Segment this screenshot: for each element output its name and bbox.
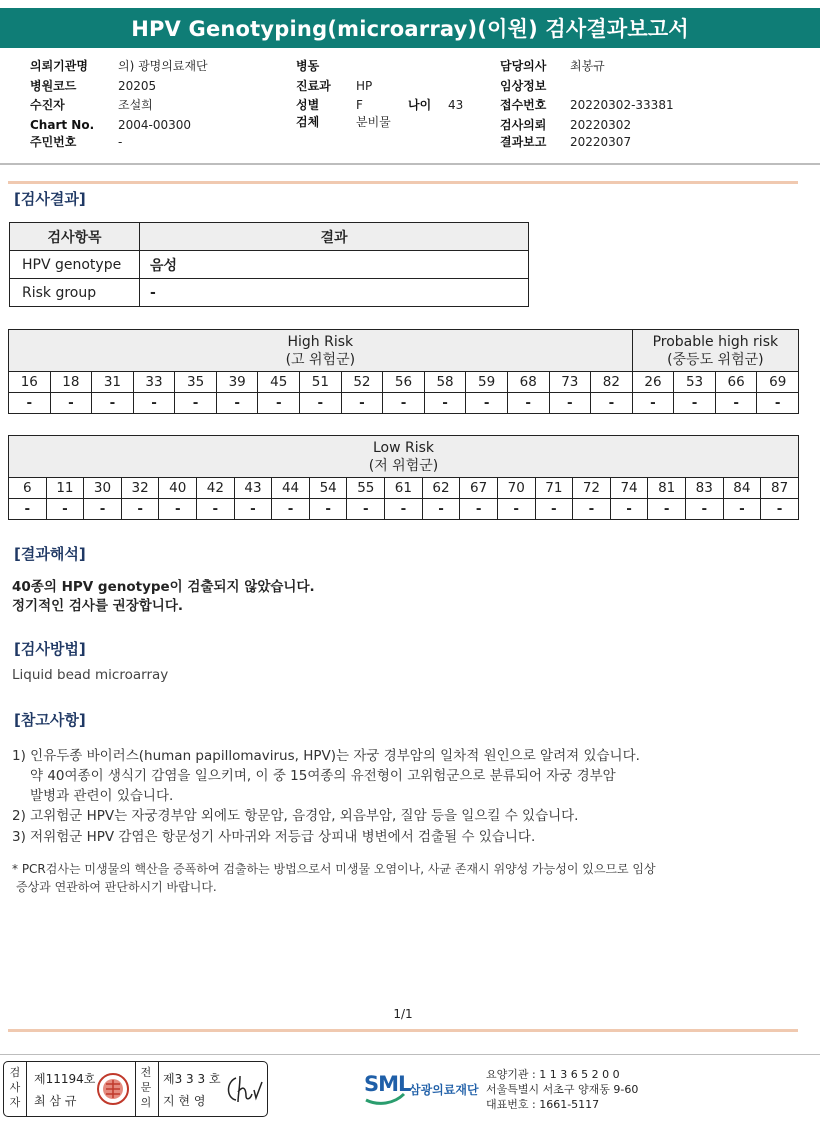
genotype-result-cell: - [216, 393, 258, 414]
signature-icon [222, 1072, 264, 1106]
report-title: HPV Genotyping(microarray)(이원) 검사결과보고서 [0, 8, 820, 48]
specialist-label: 전문의 [140, 1066, 152, 1109]
genotype-cell: 51 [300, 372, 342, 393]
ward-label: 병동 [296, 59, 320, 73]
note-1b: 약 40여종이 생식기 감염을 일으키며, 이 중 15여종의 유전형이 고위험군으로 분류되어 자궁 경부암 [30, 768, 616, 784]
pcr-note-2: 증상과 연관하여 판단하시기 바랍니다. [16, 880, 217, 894]
genotype-result-cell: - [422, 499, 460, 520]
genotype-result-cell: - [715, 393, 757, 414]
genotype-result-cell: - [573, 499, 611, 520]
high-risk-table [8, 329, 799, 414]
genotype-result-cell: - [309, 499, 347, 520]
hospital-label: 의뢰기관명 [30, 59, 88, 73]
genotype-cell: 58 [424, 372, 466, 393]
genotype-cell: 40 [159, 478, 197, 499]
high-risk-title-line1: High Risk [287, 333, 354, 350]
genotype-result-cell: - [121, 499, 159, 520]
doctor-label: 담당의사 [500, 59, 547, 73]
genotype-cell: 69 [757, 372, 799, 393]
specialist-number: 제3 3 3 호 [163, 1072, 221, 1086]
genotype-result-cell: - [632, 393, 674, 414]
high-risk-title-line2: (고 위험군) [285, 351, 356, 368]
genotype-cell: 74 [610, 478, 648, 499]
genotype-result-cell: - [549, 393, 591, 414]
result-item: Risk group [10, 279, 140, 307]
genotype-result-cell: - [383, 393, 425, 414]
genotype-result-cell: - [466, 393, 508, 414]
genotype-result-cell: - [9, 393, 51, 414]
genotype-cell: 16 [9, 372, 51, 393]
probable-risk-title [632, 330, 798, 372]
divider [26, 1062, 27, 1116]
col-result-header: 결과 [140, 223, 529, 251]
result-value: - [140, 279, 529, 307]
genotype-cell: 42 [197, 478, 235, 499]
seal-icon [96, 1072, 130, 1106]
genotype-result-cell: - [723, 499, 761, 520]
doctor-value: 최봉규 [570, 59, 605, 73]
note-3: 3) 저위험군 HPV 감염은 항문성기 사마귀와 저등급 상피내 병변에서 검출될 수 있습니다. [12, 829, 536, 845]
examiner-label: 검사자 [9, 1066, 21, 1109]
examiner-name: 최 삼 규 [34, 1094, 77, 1108]
dept-label: 진료과 [296, 79, 331, 93]
sex-label: 성별 [296, 98, 320, 112]
note-2: 2) 고위험군 HPV는 자궁경부암 외에도 항문암, 음경암, 외음부암, 질암 등을 일으킬 수 있습니다. [12, 808, 579, 824]
section-divider-bottom [8, 1029, 798, 1032]
genotype-cell: 68 [507, 372, 549, 393]
results-table [9, 222, 529, 307]
id-label: 주민번호 [30, 135, 77, 149]
specialist-name: 지 현 영 [163, 1094, 206, 1108]
genotype-cell: 55 [347, 478, 385, 499]
request-value: 20220302 [570, 118, 632, 132]
genotype-cell: 32 [121, 478, 159, 499]
logo-swoosh-icon [364, 1090, 406, 1106]
note-1a: 1) 인유두종 바이러스(human papillomavirus, HPV)는 자궁 경부암의 일차적 원인으로 알려져 있습니다. [12, 748, 640, 764]
genotype-cell: 87 [761, 478, 799, 499]
genotype-result-cell: - [133, 393, 175, 414]
genotype-cell: 81 [648, 478, 686, 499]
genotype-cell: 45 [258, 372, 300, 393]
genotype-cell: 62 [422, 478, 460, 499]
genotype-cell: 72 [573, 478, 611, 499]
genotype-result-cell: - [460, 499, 498, 520]
genotype-result-cell: - [424, 393, 466, 414]
genotype-result-cell: - [50, 393, 92, 414]
genotype-result-cell: - [234, 499, 272, 520]
footer-divider [0, 1054, 820, 1055]
org-phone: 대표번호 : 1661-5117 [486, 1098, 600, 1111]
signature-box [3, 1061, 268, 1117]
genotype-cell: 53 [674, 372, 716, 393]
genotype-result-cell: - [648, 499, 686, 520]
col-item-header: 검사항목 [10, 223, 140, 251]
genotype-cell: 56 [383, 372, 425, 393]
genotype-result-cell: - [272, 499, 310, 520]
genotype-cell: 11 [46, 478, 84, 499]
genotype-result-cell: - [84, 499, 122, 520]
genotype-cell: 33 [133, 372, 175, 393]
notes-heading: [참고사항] [14, 711, 86, 729]
result-value: 음성 [140, 251, 529, 279]
low-risk-table [8, 435, 799, 520]
org-name: 삼광의료재단 [409, 1083, 479, 1097]
table-row [10, 251, 529, 279]
genotype-cell: 43 [234, 478, 272, 499]
id-value: - [118, 135, 123, 149]
genotype-cell: 6 [9, 478, 47, 499]
clinical-label: 임상정보 [500, 79, 547, 93]
age-value: 43 [448, 98, 464, 112]
genotype-result-cell: - [535, 499, 573, 520]
patient-value: 조설희 [118, 98, 153, 112]
genotype-cell: 70 [497, 478, 535, 499]
genotype-result-cell: - [757, 393, 799, 414]
page-number: 1/1 [393, 1007, 413, 1021]
genotype-cell: 71 [535, 478, 573, 499]
examiner-number: 제11194호 [34, 1072, 96, 1086]
genotype-result-cell: - [761, 499, 799, 520]
genotype-result-cell: - [347, 499, 385, 520]
report-value: 20220307 [570, 135, 632, 149]
divider [158, 1062, 159, 1116]
genotype-result-cell: - [497, 499, 535, 520]
genotype-result-cell: - [591, 393, 633, 414]
genotype-cell: 67 [460, 478, 498, 499]
hospital-value: 의) 광명의료재단 [118, 59, 208, 73]
genotype-result-cell: - [258, 393, 300, 414]
code-value: 20205 [118, 79, 157, 93]
report-label: 결과보고 [500, 135, 547, 149]
org-code: 요양기관 : 1 1 3 6 5 2 0 0 [486, 1068, 620, 1081]
genotype-result-cell: - [674, 393, 716, 414]
genotype-cell: 59 [466, 372, 508, 393]
genotype-cell: 73 [549, 372, 591, 393]
receipt-value: 20220302-33381 [570, 98, 674, 112]
sml-logo: SML [364, 1072, 411, 1096]
genotype-result-cell: - [92, 393, 134, 414]
method-heading: [검사방법] [14, 640, 86, 658]
genotype-cell: 35 [175, 372, 217, 393]
note-1c: 발병과 관련이 있습니다. [30, 788, 174, 804]
genotype-cell: 31 [92, 372, 134, 393]
probable-risk-title-line2: (중등도 위험군) [667, 351, 764, 368]
genotype-cell: 44 [272, 478, 310, 499]
genotype-cell: 30 [84, 478, 122, 499]
code-label: 병원코드 [30, 79, 77, 93]
genotype-cell: 26 [632, 372, 674, 393]
genotype-cell: 54 [309, 478, 347, 499]
interpretation-line1: 40종의 HPV genotype이 검출되지 않았습니다. [12, 579, 315, 595]
low-risk-title-line2: (저 위험군) [368, 457, 439, 474]
genotype-cell: 52 [341, 372, 383, 393]
table-row [10, 279, 529, 307]
receipt-label: 접수번호 [500, 98, 547, 112]
high-risk-title [9, 330, 633, 372]
low-risk-title-line1: Low Risk [372, 439, 435, 456]
low-risk-title [9, 436, 799, 478]
genotype-result-cell: - [341, 393, 383, 414]
genotype-cell: 84 [723, 478, 761, 499]
interpretation-line2: 정기적인 검사를 권장합니다. [12, 598, 184, 614]
genotype-result-cell: - [159, 499, 197, 520]
genotype-result-cell: - [175, 393, 217, 414]
dept-value: HP [356, 79, 373, 93]
age-label: 나이 [408, 98, 432, 112]
genotype-cell: 18 [50, 372, 92, 393]
probable-risk-title-line1: Probable high risk [652, 333, 779, 350]
pcr-note-1: * PCR검사는 미생물의 핵산을 증폭하여 검출하는 방법으로서 미생물 오염이나, 사균 존재시 위양성 가능성이 있으므로 임상 [12, 862, 656, 876]
divider [135, 1062, 136, 1116]
genotype-cell: 39 [216, 372, 258, 393]
genotype-cell: 61 [385, 478, 423, 499]
results-heading: [검사결과] [14, 190, 86, 208]
patient-label: 수진자 [30, 98, 65, 112]
chart-label: Chart No. [30, 118, 95, 132]
specimen-label: 검체 [296, 115, 320, 129]
result-item: HPV genotype [10, 251, 140, 279]
interpretation-heading: [결과해석] [14, 545, 86, 563]
specimen-value: 분비물 [356, 115, 391, 129]
method-text: Liquid bead microarray [12, 667, 169, 683]
sex-value: F [356, 98, 363, 112]
genotype-cell: 82 [591, 372, 633, 393]
genotype-result-cell: - [610, 499, 648, 520]
genotype-result-cell: - [46, 499, 84, 520]
genotype-cell: 66 [715, 372, 757, 393]
org-address: 서울특별시 서초구 양재동 9-60 [486, 1083, 639, 1096]
header-divider [0, 163, 820, 165]
request-label: 검사의뢰 [500, 118, 547, 132]
chart-value: 2004-00300 [118, 118, 192, 132]
genotype-result-cell: - [507, 393, 549, 414]
genotype-result-cell: - [9, 499, 47, 520]
genotype-result-cell: - [685, 499, 723, 520]
genotype-result-cell: - [197, 499, 235, 520]
genotype-result-cell: - [385, 499, 423, 520]
section-divider-top [8, 181, 798, 184]
genotype-cell: 83 [685, 478, 723, 499]
genotype-result-cell: - [300, 393, 342, 414]
